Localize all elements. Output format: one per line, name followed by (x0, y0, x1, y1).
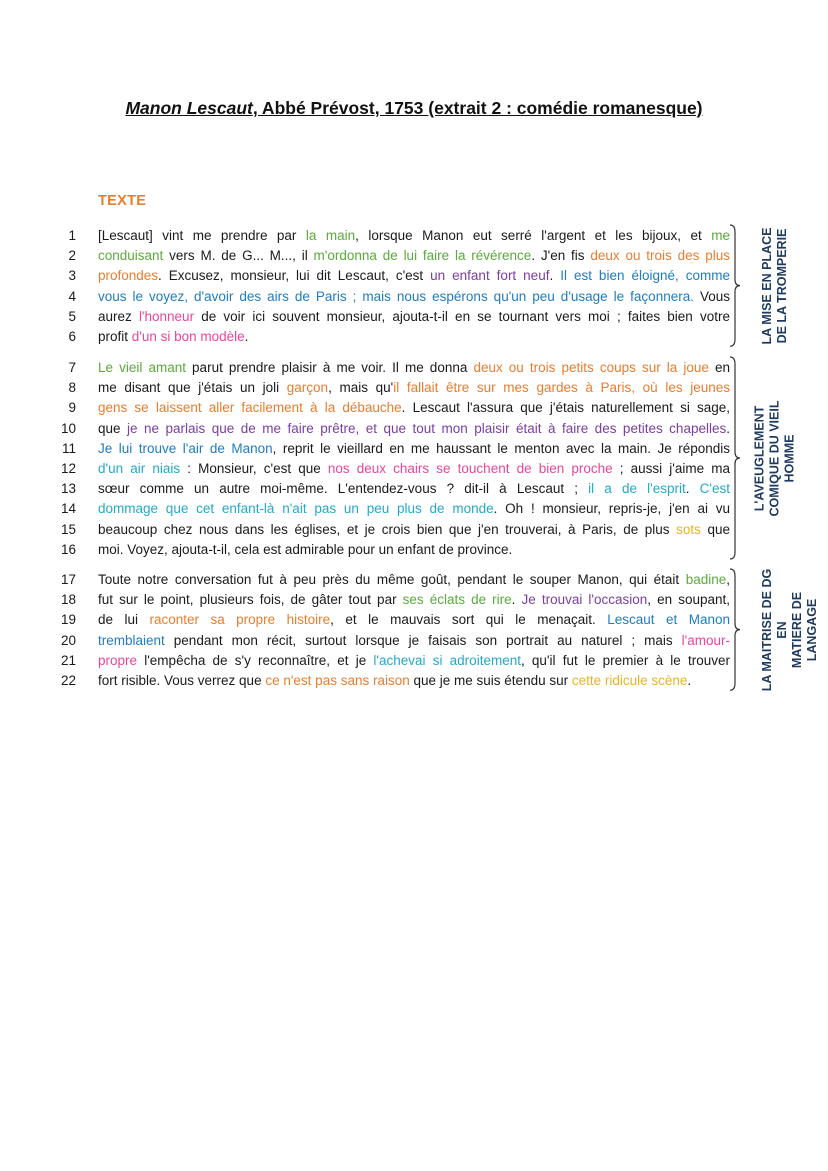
line-text (98, 378, 730, 398)
highlighted-segment: l'amour- (681, 632, 730, 648)
text-segment: sœur comme un autre moi-même. L'entendez-vous ? dit-il à Lescaut ; (98, 481, 589, 497)
highlighted-segment: me (711, 228, 730, 243)
text-line (0, 327, 828, 347)
line-number: 1 (68, 228, 76, 243)
side-annotation (753, 393, 798, 523)
highlighted-segment: d'un si bon modèle (131, 329, 245, 344)
text-segment: fort risible. Vous verrez que (98, 673, 266, 688)
highlighted-segment: Je lui trouve l'air de Manon (98, 440, 273, 456)
text-segment: . (549, 268, 561, 284)
text-segment: fut sur le point, plusieurs fois, de gâter tout par (98, 592, 403, 608)
text-line (0, 479, 828, 499)
highlighted-segment: vous le voyez, d'avoir des airs de Paris ; mais nous espérons qu'un peu d'usage le façonnera. (98, 288, 694, 304)
line-number: 5 (68, 308, 76, 324)
line-text (98, 590, 730, 610)
side-annotation (760, 565, 819, 695)
side-annotation-line: COMIQUE DU VIEIL (767, 400, 782, 516)
highlighted-segment: C'est (699, 481, 730, 497)
line-number: 17 (60, 572, 76, 587)
text-line (0, 610, 828, 630)
text-line (0, 520, 828, 540)
side-annotation-line: DE LA TROMPERIE (775, 228, 789, 344)
text-segment: . Excusez, monsieur, lui dit Lescaut, c'est (158, 268, 431, 284)
curly-brace-icon (728, 356, 742, 560)
line-text (98, 419, 730, 439)
line-text (98, 499, 730, 519)
text-segment: . Lescaut l'assura que j'étais naturellement si sage, (401, 400, 730, 416)
side-annotation-line: HOMME (782, 434, 797, 482)
text-segment: , qu'il fut le premier à le trouver (520, 652, 730, 668)
text-segment: moi. Voyez, ajouta-t-il, cela est admirable pour un enfant de province. (98, 541, 513, 557)
line-text (98, 398, 730, 418)
line-number: 19 (60, 612, 76, 628)
line-text (98, 307, 730, 327)
line-text (98, 287, 730, 307)
highlighted-segment: propre (98, 652, 138, 668)
highlighted-segment: nos deux chairs se touchent de bien proche (327, 461, 613, 476)
text-segment: . (685, 481, 700, 497)
text-line (0, 398, 828, 418)
work-title: Manon Lescaut (125, 98, 253, 118)
line-number: 22 (60, 673, 76, 688)
line-text (98, 570, 730, 590)
highlighted-segment: l'achevai si adroitement (373, 652, 521, 668)
line-text (98, 226, 730, 246)
line-number: 3 (68, 268, 76, 284)
text-line (0, 266, 828, 286)
text-segment: aurez (98, 308, 139, 324)
highlighted-segment: Lescaut et Manon (607, 612, 730, 628)
text-segment: pendant mon récit, surtout lorsque je faisais son portrait au naturel ; mais (164, 632, 682, 648)
section-label: TEXTE (98, 193, 147, 209)
line-text (98, 327, 730, 347)
line-text (98, 610, 730, 630)
highlighted-segment: deux ou trois petits coups sur la joue (473, 360, 709, 375)
text-segment: , (726, 572, 730, 587)
curly-brace-icon (728, 224, 742, 347)
line-text (98, 246, 730, 266)
highlighted-segment: Je trouvai l'occasion (521, 592, 648, 608)
side-annotation-line: LA MAITRISE DE DG EN (760, 568, 789, 691)
line-number: 8 (68, 380, 76, 396)
text-segment: . (244, 329, 249, 344)
page-title (0, 98, 828, 119)
text-line (0, 307, 828, 327)
line-text (98, 439, 730, 459)
line-number: 13 (60, 481, 76, 497)
line-text (98, 520, 730, 540)
side-annotation (760, 221, 790, 351)
text-segment: me disant que j'étais un joli (98, 380, 287, 396)
highlighted-segment: ses éclats de rire (402, 592, 512, 608)
line-text (98, 540, 730, 560)
line-text (98, 651, 730, 671)
line-number: 11 (61, 440, 76, 456)
text-segment: . (726, 420, 730, 436)
text-line (0, 631, 828, 651)
text-line (0, 570, 828, 590)
text-segment: , mais qu' (328, 380, 394, 396)
text-line (0, 499, 828, 519)
highlighted-segment: m'ordonna de lui faire la révérence (313, 248, 532, 264)
highlighted-segment: la main (305, 228, 356, 243)
text-line (0, 439, 828, 459)
text-segment: en (708, 360, 731, 375)
text-segment: , en soupant, (647, 592, 731, 608)
highlighted-segment: il a de l'esprit (588, 481, 686, 497)
text-segment: . J'en fis (531, 248, 591, 264)
side-annotation-line: LA MISE EN PLACE (760, 227, 774, 345)
line-number: 2 (68, 248, 76, 264)
line-text (98, 266, 730, 286)
side-annotation-line: L'AVEUGLEMENT (752, 405, 767, 511)
text-segment: . (687, 673, 692, 688)
text-segment: , lorsque Manon eut serré l'argent et les bijoux, et (355, 228, 712, 243)
text-line (0, 246, 828, 266)
highlighted-segment: deux ou trois des plus (590, 248, 730, 264)
text-line (0, 671, 828, 691)
highlighted-segment: tremblaient (98, 632, 165, 648)
line-number: 14 (60, 501, 76, 517)
text-segment: beaucoup chez nous dans les églises, et je crois bien que j'en trouverai, à Paris, de plus (98, 521, 677, 537)
highlighted-segment: dommage que cet enfant-là n'ait pas un peu plus de monde (98, 501, 494, 517)
line-text (98, 631, 730, 651)
text-line (0, 378, 828, 398)
side-annotation-line: MATIERE DE LANGAGE (790, 591, 819, 668)
text-segment: . Oh ! monsieur, repris-je, j'en ai vu (493, 501, 730, 517)
line-number: 18 (60, 592, 76, 608)
text-line (0, 287, 828, 307)
text-segment: que (700, 521, 730, 537)
text-segment: profit (98, 329, 132, 344)
highlighted-segment: Il est bien éloigné, comme (560, 268, 730, 284)
highlighted-segment: profondes (98, 268, 159, 284)
line-number: 6 (68, 329, 76, 344)
line-text (98, 358, 730, 378)
text-line (0, 540, 828, 560)
line-number: 9 (68, 400, 76, 416)
title-rest: , Abbé Prévost, 1753 (extrait 2 : comédie romanesque) (252, 98, 703, 118)
highlighted-segment: badine (685, 572, 727, 587)
highlighted-segment: gens se laissent aller facilement à la débauche (98, 400, 402, 416)
curly-brace-icon (728, 568, 742, 691)
highlighted-segment: sots (676, 521, 701, 537)
line-number: 15 (60, 521, 76, 537)
highlighted-segment: un enfant fort neuf (430, 268, 550, 284)
text-line (0, 459, 828, 479)
line-number: 10 (60, 420, 76, 436)
highlighted-segment: l'honneur (138, 308, 195, 324)
line-number: 16 (60, 541, 76, 557)
text-segment: Vous (693, 288, 731, 304)
line-number: 12 (60, 461, 76, 476)
highlighted-segment: cette ridicule scène (571, 673, 688, 688)
text-segment: que (98, 420, 128, 436)
highlighted-segment: il fallait être sur mes gardes à Paris, où les jeunes (393, 380, 731, 396)
line-text (98, 459, 730, 479)
highlighted-segment: d'un air niais (98, 461, 181, 476)
text-segment: de voir ici souvent monsieur, ajouta-t-il en se tournant vers moi ; faites bien votre (194, 308, 730, 324)
text-line (0, 226, 828, 246)
text-segment: vers M. de G... M..., il (163, 248, 314, 264)
text-segment: [Lescaut] vint me prendre par (98, 228, 306, 243)
highlighted-segment: raconter sa propre histoire (149, 612, 331, 628)
text-segment: : Monsieur, c'est que (180, 461, 328, 476)
text-segment: . (511, 592, 522, 608)
text-segment: , et le mauvais sort qui le menaçait. (330, 612, 608, 628)
line-number: 7 (68, 360, 76, 375)
line-text (98, 671, 730, 691)
highlighted-segment: je ne parlais que de me faire prêtre, et que tout mon plaisir était à faire des petites chapelles (127, 420, 727, 436)
text-line (0, 651, 828, 671)
highlighted-segment: conduisant (98, 248, 164, 264)
text-segment: parut prendre plaisir à me voir. Il me donna (185, 360, 474, 375)
text-line (0, 419, 828, 439)
line-number: 20 (60, 632, 76, 648)
text-line (0, 590, 828, 610)
line-number: 4 (68, 288, 76, 304)
text-segment: ; aussi j'aime ma (612, 461, 730, 476)
text-line (0, 358, 828, 378)
text-segment: de lui (98, 612, 150, 628)
highlighted-segment: ce n'est pas sans raison (265, 673, 410, 688)
text-segment: l'empêcha de s'y reconnaître, et je (137, 652, 374, 668)
line-text (98, 479, 730, 499)
highlighted-segment: garçon (286, 380, 329, 396)
text-segment: , reprit le vieillard en me haussant le menton avec la main. Je répondis (272, 440, 730, 456)
line-number: 21 (60, 652, 76, 668)
text-segment: que je me suis étendu sur (409, 673, 572, 688)
text-segment: Toute notre conversation fut à peu près du même goût, pendant le souper Manon, qui était (98, 572, 686, 587)
highlighted-segment: Le vieil amant (98, 360, 186, 375)
